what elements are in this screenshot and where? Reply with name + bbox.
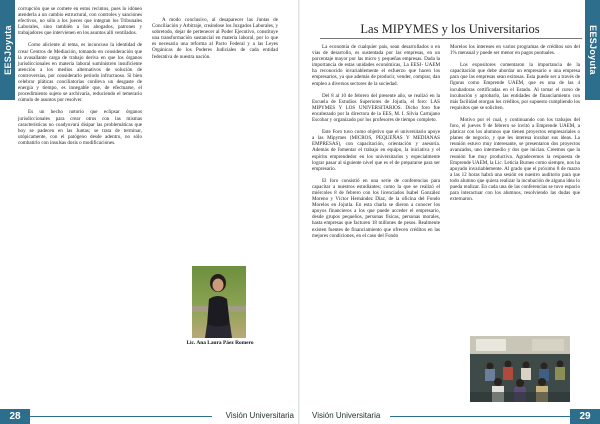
article-title: Las MIPYMES y los Universitarios xyxy=(360,22,540,36)
section-tab-right xyxy=(585,0,600,100)
title-rule xyxy=(320,38,582,39)
left-footer xyxy=(0,409,300,424)
right-col2-paragraph-2: Los expositores comentaron la importancia de la capacitación que debe abordar un empresario o una empresa para que las empresas sean exitosas. Esta puede ser a través de figuras como Emprende UAEM, que es una de las 4 incubadoras certificadas en el Estado. Al tomar el curso de incubación y aprobarlo, las entidades de financiamiento con más facilidad otorgan los créditos, por supuesto cumpliendo los requisitos que se soliciten. xyxy=(450,62,580,111)
left-col2-paragraph-1: A modo conclusivo, al desaparecer las Juntas de Conciliación y Arbitraje, creándose los Juzgados Laborales, y sobretodo, dejar de pertenecer al Poder Ejecutivo, constituye una transformación sustancial en materia laboral, por lo que es necesaria una reforma al Pacto Federal y a las Leyes Orgánicas de los Poderes Judiciales de cada entidad federativa de nuestra nación. xyxy=(152,17,278,60)
author-caption: Lic. Ana Laura Páez Romero xyxy=(186,340,254,346)
right-col1-paragraph-1: La economía de cualquier país, sean desarrollados o en vías de desarrollo, es sustentada por las empresas, en un porcentaje mayor por las micro y pequeñas empresas. Dada la importancia de estas unidades económicas, La EESJ- UAEM ha reconocido invariablemente el esfuerzo que hacen los empresarios, ya que además de producir, vender, comprar, dan empleo a diversos sectores de la sociedad. xyxy=(312,44,440,87)
right-col1-paragraph-3: Este Foro tuvo como objetivo que el universitario apoye a las Mipymes (MICROS, PEQUEÑAS Y MEDIANAS EMPRESAS), con capacitación, orientación y asesoría. Además de fomentar el trabajo en equipo, la iniciativa y el espíritu emprendedor en los universitarios y especialmente lograr pasar al siguiente nivel que es el de prepararse para ser empresario. xyxy=(312,129,440,172)
right-page xyxy=(300,0,600,424)
magazine-name-left: Visión Universitaria xyxy=(225,411,294,420)
right-col2-paragraph-3: Motivo por el cual, y continuando con los trabajos del foro, el jueves 9 de febrero se invitó a Emprende UAEM, a platicar con los alumnos que tienen proyectos empresariales o planes de negocio, y que les interesa incubar sus ideas. La reunión estuvo muy interesante, se presentaron dos proyectos avanzados, uno intermedio y dos que inician. Creemos que la reunión fue muy productiva. Agradecemos la respuesta de Emprende UAEM, la Lic. Leticia Burnes como siempre, nos ha apoyado invariablemente. Al grado que el próximo 8 de marzo a las 12 horas habrá una sesión en nuestro auditorio para que todo alumno que quiera realizar la incubación de alguna idea lo pueda realizar. En cada una de las conferencias se tuvo espacio para interactuar con los alumnos, resolviendo las dudas que externaron. xyxy=(450,116,580,203)
right-column-1 xyxy=(312,44,440,245)
right-footer xyxy=(300,409,600,424)
section-tab-label: EESJoyuta xyxy=(587,25,598,75)
page-number-left: 28 xyxy=(0,409,30,424)
classroom-photo-image xyxy=(470,336,570,402)
right-col1-paragraph-4: El foro consistió en una serie de conferencias para capacitar a nuestros estudiantes; como la que se realizó el miércoles 8 de febrero con los licenciados Isabel González Moreno y Víctor Hernández Díaz, de la oficina del Fondo Morelos en Jojutla. En esta charla se dieron a conocer los apoyos financieros a los que puede acceder el empresario, desde grupos pequeños, personas físicas, personas morales, hasta empresas que facturen 18 millones de pesos. Realmente existen fuentes de financiamiento que ofrecen créditos en las mejores condiciones, en el caso del Fondo xyxy=(312,177,440,239)
left-column-2 xyxy=(152,17,278,66)
section-tab-label: EESJoyuta xyxy=(2,25,13,75)
left-col1-paragraph-3: Es un hecho notorio que eclipsar órganos jurisdiccionales para crear otros con las mismas características no coadyuvará disipar las problemáticas que hoy se padecen en las Juntas; se trata de terminar, utópicamente, con el patógeno desde adentro, no sólo combatirlo con insulsas dosis o modificaciones. xyxy=(18,109,142,146)
left-col1-paragraph-1: corrupción que se comete en estos recintos, pues lo idóneo atenderla a un cambio estructural, con controles y sanciones efectivos, no sólo a los jueces que integran los Tribunales Laborales, sino también a los abogados, patrones y trabajadores que intervienen en los asuntos allí ventilados. xyxy=(18,6,142,37)
section-tab-left xyxy=(0,0,15,100)
author-photo-image xyxy=(192,266,246,338)
footer-rule-right xyxy=(390,416,570,417)
left-col1-paragraph-2: Como aliciente al tema, es inconcuso la identidad de crear Centros de Mediación, tomando en consideración que la avasallante carga de trabajo deriva en que los órganos jurisdiccionales en materia laboral suministren insuficiente atención a los medios alternativos de solución de controversias, por considerarlo periodo infructuoso. Si bien celebrar pláticas conciliatorias conlleva un desgaste de energía y tiempo, es innegable que, de efectuarse, el procedimiento sujeto se archivaría, reduciendo el temerario cúmulo de asuntos por resolver. xyxy=(18,42,142,104)
magazine-name-right: Visión Universitaria xyxy=(312,411,381,420)
page-number-right: 29 xyxy=(570,409,600,424)
footer-rule-left xyxy=(30,416,212,417)
classroom-photo xyxy=(470,336,570,402)
left-column-1 xyxy=(18,6,142,152)
right-column-2 xyxy=(450,44,580,208)
right-col2-paragraph-1: Morelos los intereses en varios programas de créditos son del 1% mensual y puede ser menor en pagos puntuales. xyxy=(450,44,580,57)
right-col1-paragraph-2: Del 8 al 10 de febrero del presente año, se realizó en la Escuela de Estudios Superiores de Jojutla, el foro: LAS MIPYMES Y LOS UNIVERSITARIOS. Dicho foro fue encabezado por la directora de la EES, M. I. Silvia Cartujano Escobar y organizado por los profesores de tiempo completo. xyxy=(312,92,440,124)
author-photo xyxy=(192,266,246,338)
